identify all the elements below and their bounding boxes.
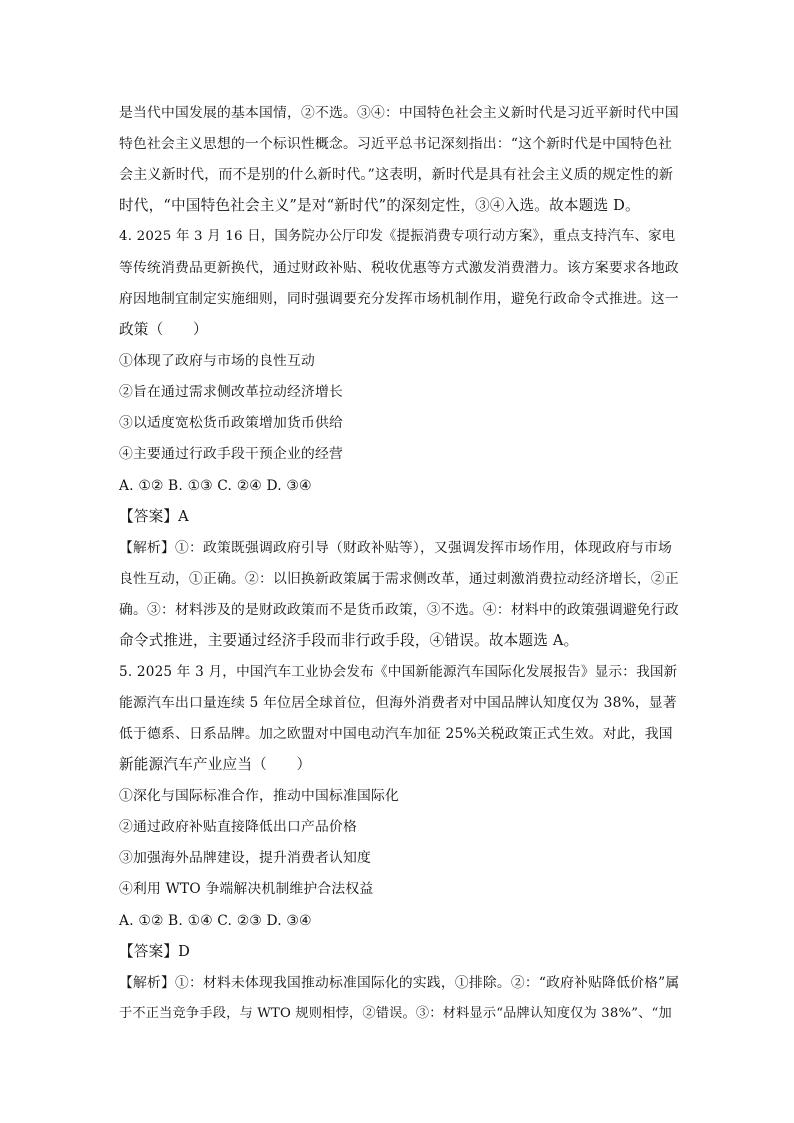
answer-label: 【答案】A <box>119 508 189 525</box>
answer-label: 【答案】D <box>119 943 191 960</box>
analysis-line: 【解析】①：政策既强调政府引导（财政补贴等），又强调发挥市场作用，体现政府与市场 <box>119 540 672 556</box>
analysis-line: 于不正当竞争手段，与 WTO 规则相悖，②错误。③：材料显示“品牌认知度仅为 38%”、“加 <box>119 1006 672 1021</box>
question-stem-line: 政策（ ） <box>119 321 208 338</box>
question-stem-line: 低于德系、日系品牌。加之欧盟对中国电动汽车加征 25%关税政策正式生效。对此，我国 <box>119 726 673 742</box>
text-line: 是当代中国发展的基本国情，②不选。③④：中国特色社会主义新时代是习近平新时代中国 <box>119 105 679 121</box>
question-stem-line: 新能源汽车产业应当（ ） <box>119 756 312 773</box>
option-item: ①体现了政府与市场的良性互动 <box>119 353 315 369</box>
answer-choices: A. ①② B. ①④ C. ②③ D. ③④ <box>119 913 312 929</box>
question-stem-line: 4. 2025 年 3 月 16 日，国务院办公厅印发《提振消费专项行动方案》，重点支持汽车、家电 <box>119 229 676 244</box>
option-item: ①深化与国际标准合作，推动中国标准国际化 <box>119 788 399 804</box>
text-line: 特色社会主义思想的一个标识性概念。习近平总书记深刻指出：“这个新时代是中国特色社 <box>119 136 673 152</box>
question-stem-line: 能源汽车出口量连续 5 年位居全球首位，但海外消费者对中国品牌认知度仅为 38%，显著 <box>119 695 677 711</box>
answer-choices: A. ①② B. ①③ C. ②④ D. ③④ <box>119 478 312 494</box>
option-item: ②旨在通过需求侧改革拉动经济增长 <box>119 384 343 400</box>
analysis-line: 确。③：材料涉及的是财政政策而不是货币政策，③不选。④：材料中的政策强调避免行政 <box>119 602 679 618</box>
option-item: ③以适度宽松货币政策增加货币供给 <box>119 415 343 431</box>
analysis-line: 良性互动，①正确。②：以旧换新政策属于需求侧改革，通过刺激消费拉动经济增长，②正 <box>119 571 679 587</box>
question-stem-line: 等传统消费品更新换代，通过财政补贴、税收优惠等方式激发消费潜力。该方案要求各地政 <box>119 260 679 276</box>
question-stem-line: 5. 2025 年 3 月，中国汽车工业协会发布《中国新能源汽车国际化发展报告》显示：我国新 <box>119 664 678 680</box>
question-stem-line: 府因地制宜制定实施细则，同时强调要充分发挥市场机制作用，避免行政命令式推进。这一 <box>119 291 679 307</box>
text-line: 会主义新时代，而不是别的什么新时代。”这表明，新时代是具有社会主义质的规定性的新 <box>119 167 674 183</box>
text-line: 时代，“中国特色社会主义”是对“新时代”的深刻定性，③④入选。故本题选 D。 <box>119 197 640 214</box>
option-item: ④主要通过行政手段干预企业的经营 <box>119 446 343 462</box>
option-item: ③加强海外品牌建设，提升消费者认知度 <box>119 850 371 866</box>
analysis-line: 【解析】①：材料未体现我国推动标准国际化的实践，①排除。②：“政府补贴降低价格”属 <box>119 975 680 991</box>
option-item: ②通过政府补贴直接降低出口产品价格 <box>119 819 357 835</box>
option-item: ④利用 WTO 争端解决机制维护合法权益 <box>119 881 374 897</box>
analysis-line: 命令式推进，主要通过经济手段而非行政手段，④错误。故本题选 A。 <box>119 632 579 649</box>
